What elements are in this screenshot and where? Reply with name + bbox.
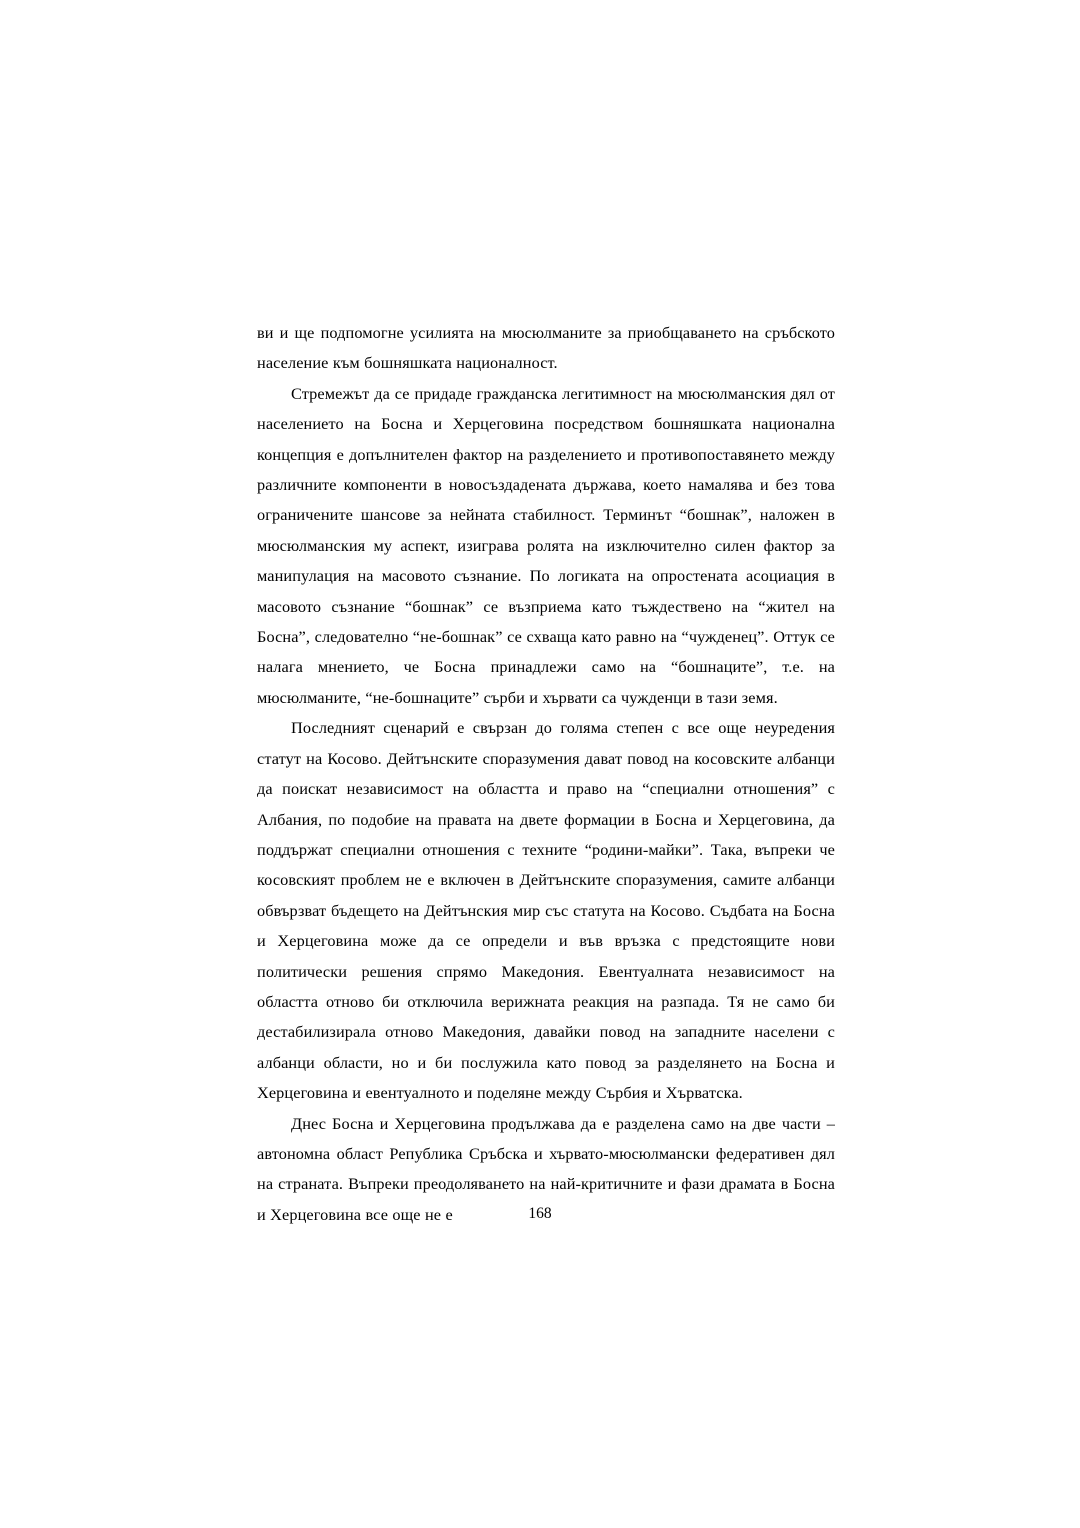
page-number: 168	[528, 1205, 552, 1222]
paragraph-bosniak-concept: Стремежът да се придаде гражданска легитимност на мюсюлманския дял от населението на Босна и Херцеговина посредством бошняшката национална концепция е допълнителен фактор на разделението и противопоставянето между различните компоненти в новосъздадената държава, което намалява и без това ограничените шансове за нейната стабилност. Терминът “бошнак”, наложен в мюсюлманския му аспект, изиграва ролята на изключително силен фактор за манипулация на масовото съзнание. По логиката на опростената асоциация в масовото съзнание “бошнак” се възприема като тъждествено на “жител на Босна”, следователно “не-бошнак” се схваща като равно на “чужденец”. Оттук се налага мнението, че Босна принадлежи само на “бошнаците”, т.е. на мюсюлманите, “не-бошнаците” сърби и хървати са чужденци в тази земя.	[257, 383, 835, 707]
paragraph-continuation: ви и ще подпомогне усилията на мюсюлманите за приобщаването на сръбското население към бошняшката националност.	[257, 323, 835, 373]
paragraph-kosovo-scenario: Последният сценарий е свързан до голяма степен с все още неуредения статут на Косово. Дейтънските споразумения дават повод на косовските албанци да поискат независимост на областта и право на “специални отношения” с Албания, по подобие на правата на двете формации в Босна и Херцеговина, да поддържат специални отношения с техните “родини-майки”. Така, въпреки че косовският проблем не е включен в Дейтънските споразумения, самите албанци обвързват бъдещето на Дейтънския мир със статута на Косово. Съдбата на Босна и Херцеговина може да се определи и във връзка с предстоящите нови политически решения спрямо Македония. Евентуалната независимост на областта отново би отключила верижната реакция на разпада. Тя не само би дестабилизирала отново Македония, давайки повод на западните населени с албанци области, но и би послужила като повод за разделянето на Босна и Херцеговина и евентуалното и поделяне между Сърбия и Хърватска.	[257, 718, 835, 1103]
paragraph-today-bosnia: Днес Босна и Херцеговина продължава да е разделена само на две части – автономна област Република Сръбска и хървато-мюсюлмански федеративен дял на страната. Въпреки преодоляването на най-критичните и фази драмата в Босна и Херцеговина все още не е	[257, 1113, 835, 1224]
body-text-column	[257, 318, 835, 1230]
